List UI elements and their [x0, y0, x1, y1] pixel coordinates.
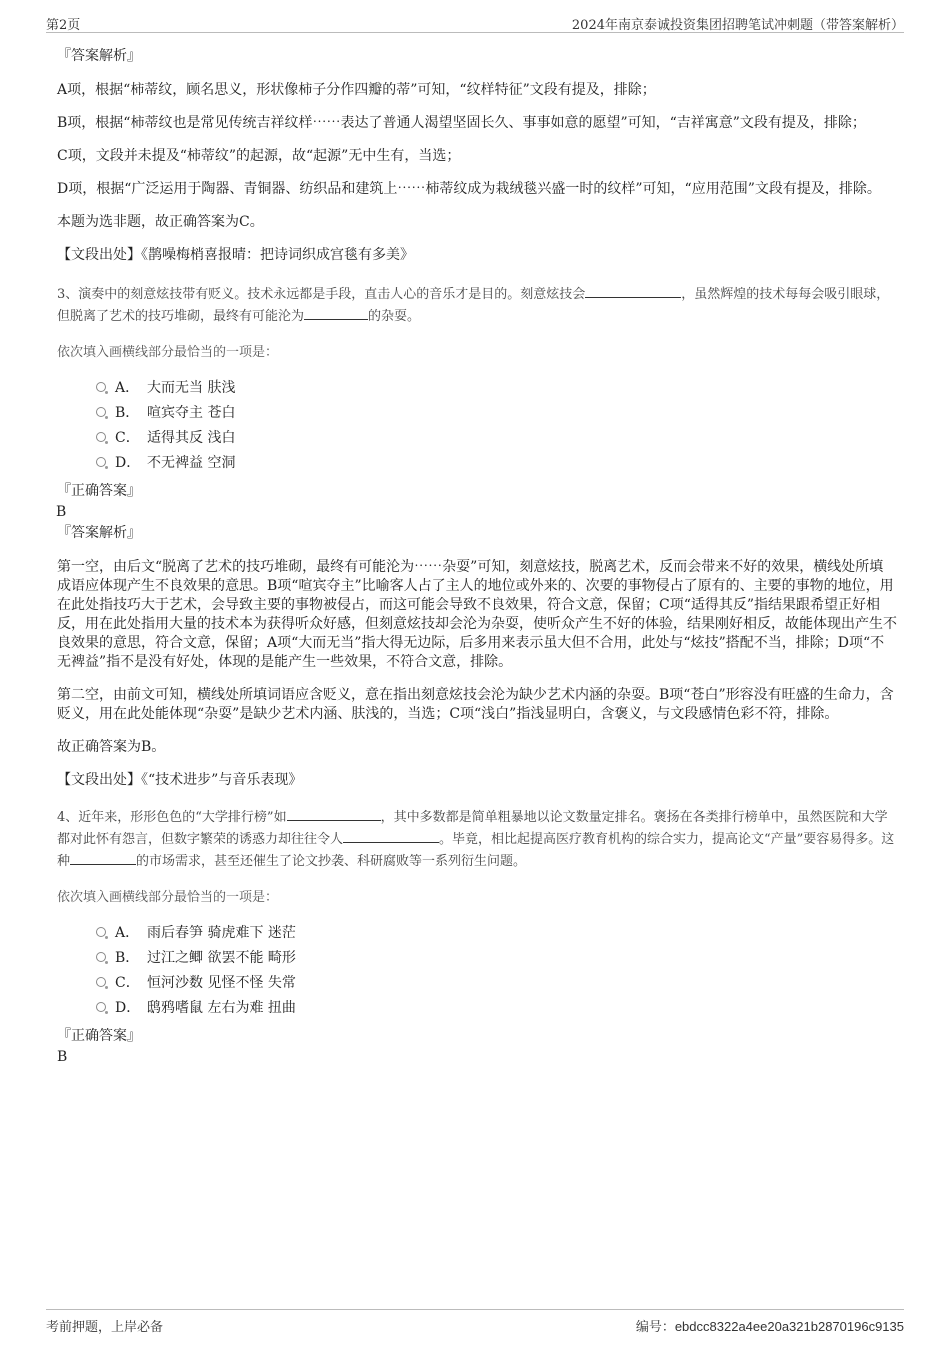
- radio-icon[interactable]: [96, 432, 106, 442]
- q3-correct-answer: B: [56, 504, 67, 520]
- q3-analysis-label: 『答案解析』: [57, 525, 141, 541]
- option-c[interactable]: C． 恒河沙数 见怪不怪 失常: [57, 970, 897, 995]
- q4-correct-answer: B: [57, 1049, 68, 1065]
- q2-analysis-para: D项，根据“广泛运用于陶器、青铜器、纺织品和建筑上⋯⋯柿蒂纹成为栽绒毯兴盛一时的纹样”可知，“应用范围”文段有提及，排除。: [57, 181, 881, 197]
- page-content: [57, 44, 897, 1068]
- document-code: 编号：ebdcc8322a4ee20a321b2870196c9135: [635, 1319, 904, 1335]
- radio-icon[interactable]: [96, 457, 106, 467]
- blank-1: [585, 283, 681, 298]
- option-b[interactable]: B． 过江之鲫 欲罢不能 畸形: [57, 945, 897, 970]
- page-footer: [46, 1309, 904, 1340]
- q3-prompt: 依次填入画横线部分最恰当的一项是：: [57, 345, 279, 360]
- q3-correct-label: 『正确答案』: [57, 483, 141, 499]
- radio-icon[interactable]: [96, 382, 106, 392]
- option-a[interactable]: A． 雨后春笋 骑虎难下 迷茫: [57, 920, 897, 945]
- q2-analysis-para: A项，根据“柿蒂纹，顾名思义，形状像柿子分作四瓣的蒂”可知，“纹样特征”文段有提及，排除；: [57, 82, 656, 98]
- q4-stem: 4、近年来，形形色色的“大学排行榜”如 ，其中多数都是简单粗暴地以论文数量定排名。褒扬在各类排行榜单中，虽然医院和大学都对此怀有怨言，但数字繁荣的诱惑力却往往令人 。毕竟，相比起提高医疗教育机构的综合实力，提高论文“产量”要容易得多。这种 的市场需求，甚至还催生了论文抄袭、科研腐败等一系列衍生问题。: [57, 806, 897, 872]
- q4-options: [57, 920, 897, 1020]
- q2-analysis-para: C项，文段并未提及“柿蒂纹”的起源，故“起源”无中生有，当选；: [57, 148, 461, 164]
- option-d[interactable]: D． 不无裨益 空洞: [57, 450, 897, 475]
- radio-icon[interactable]: [96, 977, 106, 987]
- q4-correct-label: 『正确答案』: [57, 1028, 141, 1044]
- radio-icon[interactable]: [96, 407, 106, 417]
- q4-prompt: 依次填入画横线部分最恰当的一项是：: [57, 890, 279, 905]
- q3-analysis-para: 第二空，由前文可知，横线处所填词语应含贬义，意在指出刻意炫技会沦为缺少艺术内涵的杂耍。B项“苍白”形容没有旺盛的生命力，含贬义，用在此处能体现“杂耍”是缺少艺术内涵、肤浅的，当选；C项“浅白”指浅显明白，含褒义，与文段感情色彩不符，排除。: [57, 687, 894, 722]
- blank-3: [70, 850, 136, 865]
- radio-icon[interactable]: [96, 927, 106, 937]
- q3-stem: 3、演奏中的刻意炫技带有贬义。技术永远都是手段，直击人心的音乐才是目的。刻意炫技会 ，虽然辉煌的技术每每会吸引眼球，但脱离了艺术的技巧堆砌，最终有可能沦为 的杂耍。: [57, 283, 897, 327]
- option-d[interactable]: D． 鸱鸦嗜鼠 左右为难 扭曲: [57, 995, 897, 1020]
- q2-answer-line: 本题为选非题，故正确答案为C。: [57, 214, 264, 230]
- q2-analysis-label: 『答案解析』: [57, 48, 141, 64]
- blank-2: [343, 828, 439, 843]
- option-b[interactable]: B． 喧宾夺主 苍白: [57, 400, 897, 425]
- document-title: 2024年南京泰诚投资集团招聘笔试冲刺题（带答案解析）: [571, 18, 904, 33]
- option-c[interactable]: C． 适得其反 浅白: [57, 425, 897, 450]
- radio-icon[interactable]: [96, 1002, 106, 1012]
- q2-analysis-para: B项，根据“柿蒂纹也是常见传统吉祥纹样⋯⋯表达了普通人渴望坚固长久、事事如意的愿望”可知，“吉祥寓意”文段有提及，排除；: [57, 115, 866, 131]
- q3-source: 【文段出处】《“技术进步”与音乐表现》: [57, 772, 303, 788]
- blank-1: [287, 806, 381, 821]
- page-header: [46, 12, 904, 33]
- radio-icon[interactable]: [96, 952, 106, 962]
- q3-answer-line: 故正确答案为B。: [57, 739, 166, 755]
- q3-options: [57, 375, 897, 475]
- footer-slogan: 考前押题，上岸必备: [46, 1320, 164, 1335]
- blank-2: [304, 305, 368, 320]
- option-a[interactable]: A． 大而无当 肤浅: [57, 375, 897, 400]
- q2-source: 【文段出处】《鹊噪梅梢喜报晴：把诗词织成宫毯有多美》: [57, 247, 414, 263]
- page-number: 第2页: [46, 18, 81, 33]
- q3-analysis-para: 第一空，由后文“脱离了艺术的技巧堆砌，最终有可能沦为⋯⋯杂耍”可知，刻意炫技，脱离艺术，反而会带来不好的效果，横线处所填成语应体现产生不良效果的意思。B项“喧宾夺主”比喻客人占了主人的地位或外来的、次要的事物侵占了原有的、主要的事物的地位，用在此处指技巧大于艺术，会导致主要的事物被侵占，而这可能会导致不良效果，符合文意，保留；C项“适得其反”指结果跟希望正好相反，用在此处指用大量的技术本为获得听众好感，但刻意炫技却会沦为杂耍，使听众产生不好的体验，结果刚好相反，故能体现出产生不良效果的意思，符合文意，保留；A项“大而无当”指大得无边际，后多用来表示虽大但不合用，此处与“炫技”搭配不当，排除；D项“不无裨益”指不是没有好处，体现的是能产生一些效果，不符合文意，排除。: [57, 559, 897, 670]
